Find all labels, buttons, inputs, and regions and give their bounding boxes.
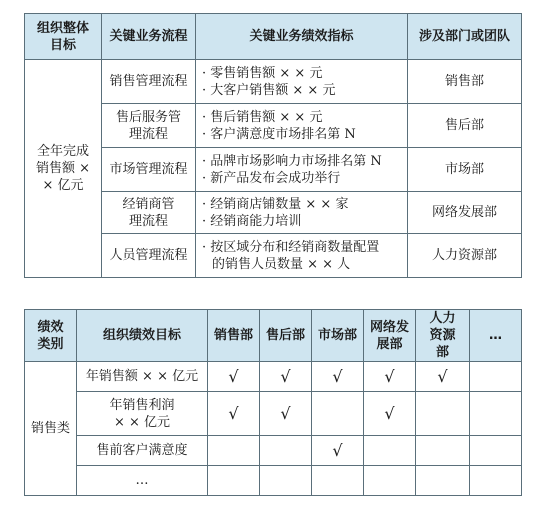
header-key-kpi: 关键业务绩效指标 bbox=[196, 14, 408, 60]
check-cell: √ bbox=[260, 362, 312, 392]
header-more: … bbox=[470, 310, 522, 362]
table-row bbox=[25, 466, 522, 496]
process-cell: 售后服务管理流程 bbox=[102, 104, 196, 148]
check-cell bbox=[470, 362, 522, 392]
check-cell: √ bbox=[208, 362, 260, 392]
header-org-kpi: 组织绩效目标 bbox=[77, 310, 208, 362]
check-cell bbox=[416, 436, 470, 466]
goal-cell: 年销售利润 × × 亿元 bbox=[77, 392, 208, 436]
table-row bbox=[25, 60, 522, 104]
check-cell bbox=[416, 392, 470, 436]
header-aftersales-dept: 售后部 bbox=[260, 310, 312, 362]
kpi-cell: · 按区域分布和经销商数量配置 的销售人员数量 × × 人 bbox=[196, 234, 408, 278]
check-cell: √ bbox=[260, 392, 312, 436]
check-cell bbox=[260, 436, 312, 466]
dept-cell: 市场部 bbox=[408, 148, 522, 192]
check-cell bbox=[470, 392, 522, 436]
goal-cell: … bbox=[77, 466, 208, 496]
table-header-row bbox=[25, 310, 522, 362]
goal-cell: 售前客户满意度 bbox=[77, 436, 208, 466]
check-cell: √ bbox=[208, 392, 260, 436]
header-network-dept: 网络发展部 bbox=[364, 310, 416, 362]
check-cell bbox=[470, 466, 522, 496]
category-cell: 销售类 bbox=[25, 362, 77, 496]
header-category: 绩效类别 bbox=[25, 310, 77, 362]
dept-cell: 人力资源部 bbox=[408, 234, 522, 278]
process-cell: 销售管理流程 bbox=[102, 60, 196, 104]
kpi-cell: · 售后销售额 × × 元 · 客户满意度市场排名第 N bbox=[196, 104, 408, 148]
process-cell: 经销商管理流程 bbox=[102, 192, 196, 234]
header-key-process: 关键业务流程 bbox=[102, 14, 196, 60]
check-cell bbox=[312, 392, 364, 436]
dept-cell: 售后部 bbox=[408, 104, 522, 148]
check-cell bbox=[364, 466, 416, 496]
header-marketing-dept: 市场部 bbox=[312, 310, 364, 362]
kpi-cell: · 品牌市场影响力市场排名第 N · 新产品发布会成功举行 bbox=[196, 148, 408, 192]
check-cell bbox=[416, 466, 470, 496]
check-cell bbox=[260, 466, 312, 496]
org-kpi-matrix-table bbox=[24, 309, 522, 496]
kpi-decomposition-table bbox=[24, 13, 522, 278]
table-row bbox=[25, 436, 522, 466]
process-cell: 人员管理流程 bbox=[102, 234, 196, 278]
header-departments: 涉及部门或团队 bbox=[408, 14, 522, 60]
dept-cell: 网络发展部 bbox=[408, 192, 522, 234]
check-cell: √ bbox=[416, 362, 470, 392]
process-cell: 市场管理流程 bbox=[102, 148, 196, 192]
kpi-cell: · 零售销售额 × × 元 · 大客户销售额 × × 元 bbox=[196, 60, 408, 104]
dept-cell: 销售部 bbox=[408, 60, 522, 104]
check-cell: √ bbox=[312, 362, 364, 392]
check-cell: √ bbox=[312, 436, 364, 466]
check-cell: √ bbox=[364, 392, 416, 436]
check-cell bbox=[208, 436, 260, 466]
header-org-goal: 组织整体目标 bbox=[25, 14, 102, 60]
header-hr-dept: 人力资源部 bbox=[416, 310, 470, 362]
kpi-cell: · 经销商店铺数量 × × 家 · 经销商能力培训 bbox=[196, 192, 408, 234]
table-header-row bbox=[25, 14, 522, 60]
table-row bbox=[25, 362, 522, 392]
check-cell bbox=[470, 436, 522, 466]
check-cell bbox=[364, 436, 416, 466]
header-sales-dept: 销售部 bbox=[208, 310, 260, 362]
goal-cell: 年销售额 × × 亿元 bbox=[77, 362, 208, 392]
org-goal-cell: 全年完成销售额 × × 亿元 bbox=[25, 60, 102, 278]
table-row bbox=[25, 392, 522, 436]
check-cell: √ bbox=[364, 362, 416, 392]
check-cell bbox=[312, 466, 364, 496]
check-cell bbox=[208, 466, 260, 496]
